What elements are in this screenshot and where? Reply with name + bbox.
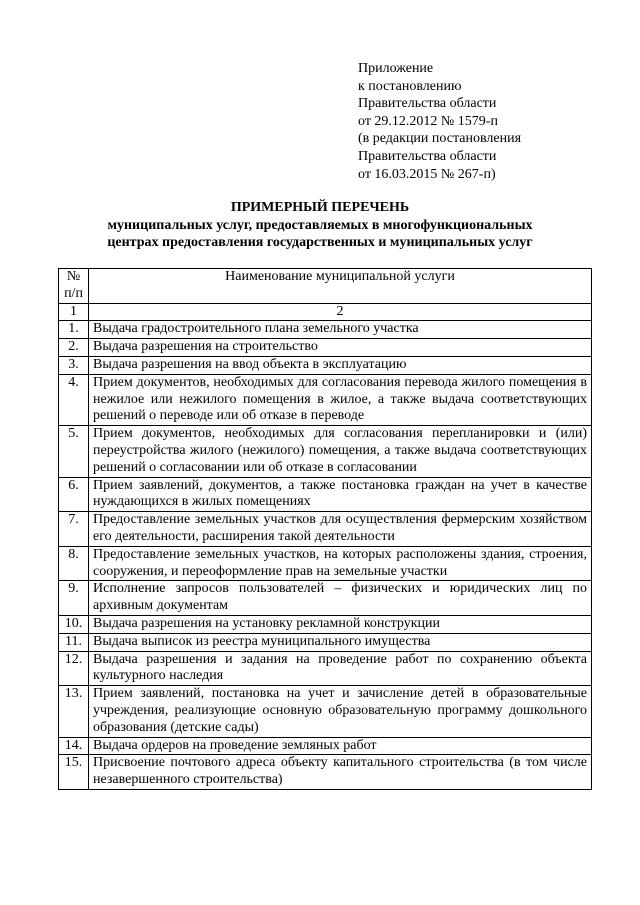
- header-name: Наименование муниципальной услуги: [89, 269, 592, 304]
- index-name: 2: [89, 303, 592, 321]
- service-name: Прием заявлений, документов, а также постановка граждан на учет в качестве нуждающихся в жилых помещениях: [89, 477, 592, 512]
- service-name: Выдача разрешения на ввод объекта в эксплуатацию: [89, 356, 592, 374]
- service-name: Прием документов, необходимых для согласования перевода жилого помещения в нежилое или нежилого помещения в жилое, а также выдача соответствующих решений о переводе или об отказе в переводе: [89, 374, 592, 425]
- table-row: [59, 615, 592, 633]
- title-main: ПРИМЕРНЫЙ ПЕРЕЧЕНЬ: [230, 200, 410, 215]
- row-number: 9.: [59, 581, 89, 616]
- index-row: [59, 303, 592, 321]
- table-row: [59, 755, 592, 790]
- appendix-line: от 16.03.2015 № 267-п): [358, 166, 496, 182]
- row-number: 13.: [59, 686, 89, 737]
- row-number: 1.: [59, 321, 89, 339]
- header-num-line: п/п: [64, 285, 83, 301]
- table-row: [59, 651, 592, 686]
- appendix-line: Правительства области: [358, 148, 497, 164]
- appendix-line: (в редакции постановления: [358, 131, 522, 147]
- row-number: 2.: [59, 339, 89, 357]
- header-num-line: №: [66, 269, 81, 284]
- row-number: 15.: [59, 755, 89, 790]
- table-header-row: [59, 269, 592, 304]
- row-number: 8.: [59, 546, 89, 581]
- service-name: Прием документов, необходимых для согласования перепланировки и (или) переустройства жилого (нежилого) помещения, а также выдача соответствующих решений о согласовании или об отказе в согласовании: [89, 426, 592, 477]
- row-number: 14.: [59, 737, 89, 755]
- table-row: [59, 633, 592, 651]
- service-name: Предоставление земельных участков, на которых расположены здания, строения, сооружения, и переоформление прав на земельные участки: [89, 546, 592, 581]
- row-number: 5.: [59, 426, 89, 477]
- row-number: 6.: [59, 477, 89, 512]
- document-title: [40, 199, 600, 252]
- service-name: Выдача разрешения на строительство: [89, 339, 592, 357]
- services-table: [58, 268, 592, 790]
- table-row: [59, 737, 592, 755]
- service-name: Выдача выписок из реестра муниципального имущества: [89, 633, 592, 651]
- title-line: центрах предоставления государственных и муниципальных услуг: [107, 235, 533, 250]
- table-row: [59, 477, 592, 512]
- table-row: [59, 686, 592, 737]
- service-name: Выдача разрешения на установку рекламной конструкции: [89, 615, 592, 633]
- table-row: [59, 546, 592, 581]
- table-row: [59, 512, 592, 547]
- service-name: Присвоение почтового адреса объекту капитального строительства (в том числе незавершенного строительства): [89, 755, 592, 790]
- table-row: [59, 339, 592, 357]
- appendix-line: Приложение: [358, 61, 434, 76]
- row-number: 10.: [59, 615, 89, 633]
- row-number: 4.: [59, 374, 89, 425]
- table-row: [59, 321, 592, 339]
- title-line: муниципальных услуг, предоставляемых в многофункциональных: [107, 217, 533, 233]
- table-row: [59, 356, 592, 374]
- service-name: Исполнение запросов пользователей – физических и юридических лиц по архивным документам: [89, 581, 592, 616]
- service-name: Выдача разрешения и задания на проведение работ по сохранению объекта культурного наследия: [89, 651, 592, 686]
- table-row: [59, 581, 592, 616]
- index-num: 1: [59, 303, 89, 321]
- table-row: [59, 426, 592, 477]
- row-number: 12.: [59, 651, 89, 686]
- appendix-block: [358, 60, 521, 183]
- row-number: 3.: [59, 356, 89, 374]
- row-number: 11.: [59, 633, 89, 651]
- appendix-line: к постановлению: [358, 78, 462, 94]
- appendix-line: от 29.12.2012 № 1579-п: [358, 113, 498, 129]
- table-row: [59, 374, 592, 425]
- header-num: [59, 269, 89, 304]
- service-name: Прием заявлений, постановка на учет и зачисление детей в образовательные учреждения, реализующие основную образовательную программу дошкольного образования (детские сады): [89, 686, 592, 737]
- service-name: Предоставление земельных участков для осуществления фермерским хозяйством его деятельности, расширения такой деятельности: [89, 512, 592, 547]
- appendix-line: Правительства области: [358, 96, 497, 112]
- row-number: 7.: [59, 512, 89, 547]
- service-name: Выдача градостроительного плана земельного участка: [89, 321, 592, 339]
- service-name: Выдача ордеров на проведение земляных работ: [89, 737, 592, 755]
